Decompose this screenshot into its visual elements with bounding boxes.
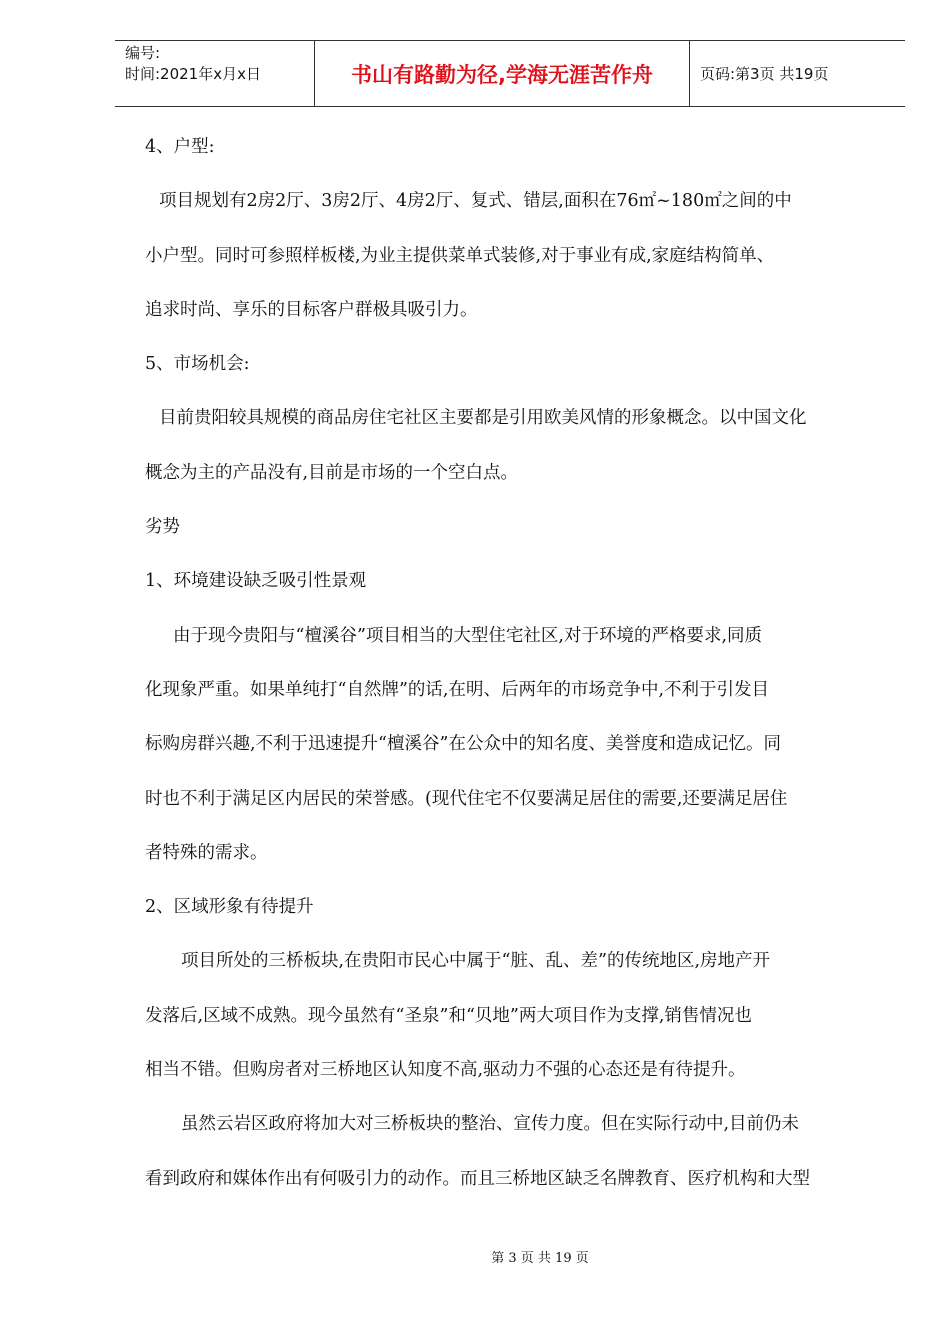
paragraph-line: 者特殊的需求。 bbox=[145, 842, 268, 863]
paragraph-line: 标购房群兴趣,不利于迅速提升“檀溪谷”在公众中的知名度、美誉度和造成记忆。同 bbox=[145, 734, 781, 755]
paragraph-line: 小户型。同时可参照样板楼,为业主提供菜单式装修,对于事业有成,家庭结构简单、 bbox=[145, 245, 775, 266]
paragraph-line: 时也不利于满足区内居民的荣誉感。(现代住宅不仅要满足居住的需要,还要满足居住 bbox=[145, 788, 788, 809]
page-number: 第 3 页 共 19 页 bbox=[491, 1251, 589, 1266]
number-label: 编号: bbox=[125, 44, 161, 62]
page-info-text: 页码:第3页 共19页 bbox=[700, 65, 829, 83]
section-heading: 5、市场机会: bbox=[145, 354, 250, 375]
paragraph-line: 虽然云岩区政府将加大对三桥板块的整治、宣传力度。但在实际行动中,目前仍未 bbox=[181, 1114, 800, 1135]
time-label: 时间:2021年x月x日 bbox=[125, 65, 261, 83]
paragraph-line: 发落后,区域不成熟。现今虽然有“圣泉”和“贝地”两大项目作为支撑,销售情况也 bbox=[145, 1005, 752, 1026]
motto-text: 书山有路勤为径,学海无涯苦作舟 bbox=[351, 62, 653, 87]
paragraph-line: 由于现今贵阳与“檀溪谷”项目相当的大型住宅社区,对于环境的严格要求,同质 bbox=[173, 625, 763, 646]
paragraph-line: 化现象严重。如果单纯打“自然牌”的话,在明、后两年的市场竞争中,不利于引发目 bbox=[145, 679, 770, 700]
paragraph-line: 追求时尚、享乐的目标客户群极具吸引力。 bbox=[145, 299, 478, 320]
paragraph-line: 看到政府和媒体作出有何吸引力的动作。而且三桥地区缺乏名牌教育、医疗机构和大型 bbox=[145, 1168, 810, 1189]
section-heading: 1、环境建设缺乏吸引性景观 bbox=[145, 571, 367, 592]
motto-cell bbox=[315, 41, 690, 106]
paragraph-line: 项目规划有2房2厅、3房2厅、4房2厅、复式、错层,面积在76㎡~180㎡之间的中 bbox=[159, 191, 792, 212]
page-header bbox=[115, 40, 905, 107]
document-body bbox=[145, 120, 875, 1206]
paragraph-line: 概念为主的产品没有,目前是市场的一个空白点。 bbox=[145, 462, 519, 483]
page-info-cell bbox=[690, 41, 905, 106]
paragraph-line: 相当不错。但购房者对三桥地区认知度不高,驱动力不强的心态还是有待提升。 bbox=[145, 1060, 746, 1081]
paragraph-line: 目前贵阳较具规模的商品房住宅社区主要都是引用欧美风情的形象概念。以中国文化 bbox=[159, 408, 807, 429]
section-heading: 2、区域形象有待提升 bbox=[145, 897, 314, 918]
page-footer bbox=[0, 1247, 950, 1266]
header-meta-cell bbox=[115, 41, 315, 106]
section-heading: 劣势 bbox=[145, 517, 180, 538]
section-heading: 4、户型: bbox=[145, 137, 215, 157]
paragraph-line: 项目所处的三桥板块,在贵阳市民心中属于“脏、乱、差”的传统地区,房地产开 bbox=[181, 951, 771, 972]
